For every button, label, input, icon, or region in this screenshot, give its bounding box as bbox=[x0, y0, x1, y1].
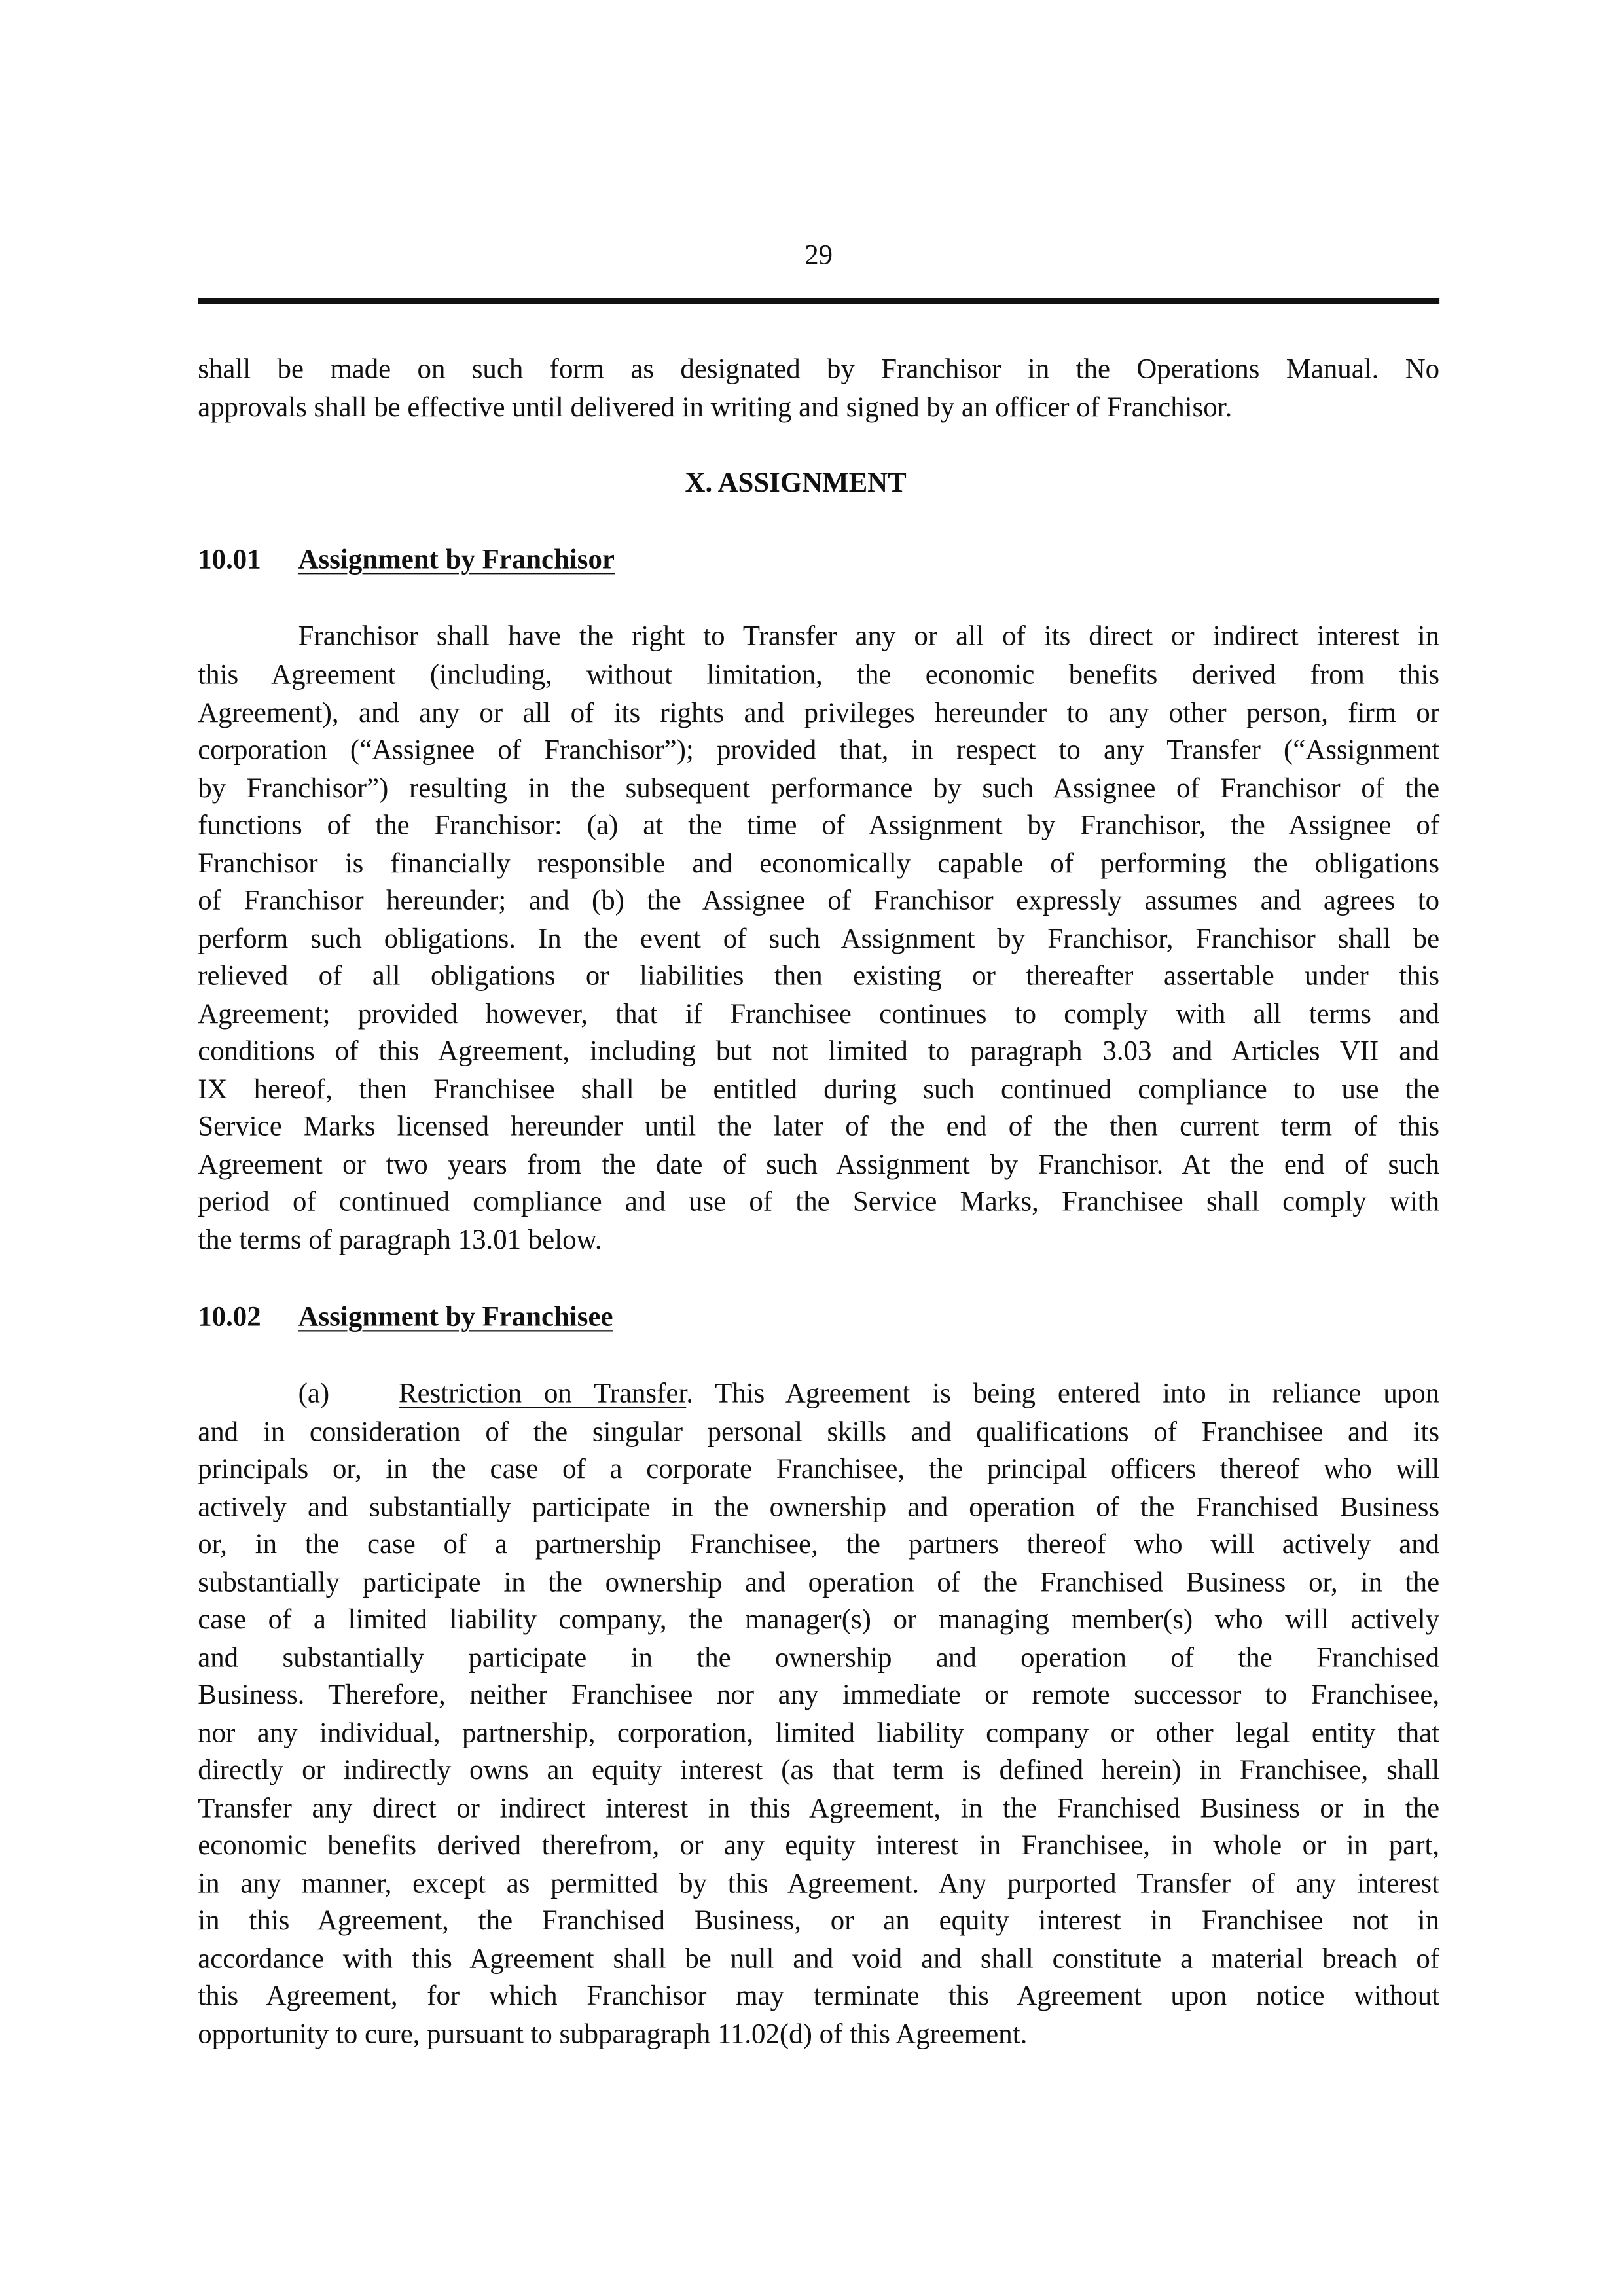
section-10-02-line: and in consideration of the singular personal skills and qualifications of Franchisee and its bbox=[198, 1417, 1440, 1448]
section-10-01-line: period of continued compliance and use of the Service Marks, Franchisee shall comply with bbox=[198, 1187, 1440, 1218]
subparagraph-first-line-text: . This Agreement is being entered into in reliance upon bbox=[686, 1378, 1440, 1410]
subparagraph-label: (a) bbox=[298, 1378, 330, 1410]
section-10-02-line: substantially participate in the ownership and operation of the Franchised Business or, in the bbox=[198, 1568, 1440, 1599]
section-10-02-title: Assignment by Franchisee bbox=[298, 1302, 613, 1333]
section-10-02-line: Transfer any direct or indirect interest in this Agreement, in the Franchised Business or in the bbox=[198, 1793, 1440, 1825]
section-10-02-line: or, in the case of a partnership Franchisee, the partners thereof who will actively and bbox=[198, 1529, 1440, 1561]
section-10-01-line: Agreement), and any or all of its rights and privileges hereunder to any other person, firm or bbox=[198, 698, 1440, 730]
intro-line-1: shall be made on such form as designated by Franchisor in the Operations Manual. No bbox=[198, 354, 1440, 386]
header-rule bbox=[198, 298, 1439, 304]
section-10-02-line: actively and substantially participate in the ownership and operation of the Franchised Business bbox=[198, 1492, 1440, 1524]
section-10-01-line: conditions of this Agreement, including but not limited to paragraph 3.03 and Articles VII and bbox=[198, 1036, 1440, 1067]
subparagraph-title: Restriction on Transfer bbox=[398, 1378, 687, 1410]
section-10-02-line: this Agreement, for which Franchisor may terminate this Agreement upon notice without bbox=[198, 1981, 1440, 2013]
section-10-02-line: in any manner, except as permitted by this Agreement. Any purported Transfer of any interest bbox=[198, 1869, 1440, 1900]
section-10-02-line: and substantially participate in the ownership and operation of the Franchised bbox=[198, 1643, 1440, 1674]
intro-line-2: approvals shall be effective until delivered in writing and signed by an officer of Franchisor. bbox=[198, 392, 1233, 424]
section-10-01-line: the terms of paragraph 13.01 below. bbox=[198, 1225, 602, 1257]
section-10-02-line: directly or indirectly owns an equity interest (as that term is defined herein) in Franchisee, shall bbox=[198, 1755, 1440, 1787]
section-10-02-line: accordance with this Agreement shall be null and void and shall constitute a material breach of bbox=[198, 1944, 1440, 1975]
section-10-01-title: Assignment by Franchisor bbox=[298, 545, 615, 576]
section-10-01-line: Agreement or two years from the date of such Assignment by Franchisor. At the end of such bbox=[198, 1150, 1440, 1181]
section-10-01-line: relieved of all obligations or liabilities then existing or thereafter assertable under this bbox=[198, 961, 1440, 992]
section-10-02-number: 10.02 bbox=[198, 1302, 261, 1333]
section-10-02-line: economic benefits derived therefrom, or any equity interest in Franchisee, in whole or in part, bbox=[198, 1830, 1440, 1862]
page-number: 29 bbox=[804, 240, 833, 272]
section-10-01-line: Franchisor shall have the right to Transfer any or all of its direct or indirect interest in bbox=[298, 621, 1440, 653]
section-10-01-line: Franchisor is financially responsible and economically capable of performing the obligations bbox=[198, 848, 1440, 880]
section-10-02-line: Business. Therefore, neither Franchisee nor any immediate or remote successor to Franchisee, bbox=[198, 1679, 1440, 1712]
subparagraph-first-line bbox=[399, 1376, 1439, 1414]
section-10-01-line: Agreement; provided however, that if Franchisee continues to comply with all terms and bbox=[198, 999, 1440, 1031]
section-10-01-line: this Agreement (including, without limitation, the economic benefits derived from this bbox=[198, 660, 1440, 691]
section-10-01-line: by Franchisor”) resulting in the subsequent performance by such Assignee of Franchisor of the bbox=[198, 773, 1440, 805]
section-10-01-line: corporation (“Assignee of Franchisor”); provided that, in respect to any Transfer (“Assignment bbox=[198, 735, 1440, 766]
section-10-02-line: in this Agreement, the Franchised Business, or an equity interest in Franchisee not in bbox=[198, 1905, 1440, 1937]
section-10-01-line: IX hereof, then Franchisee shall be entitled during such continued compliance to use the bbox=[198, 1075, 1440, 1106]
section-10-01-line: Service Marks licensed hereunder until the later of the end of the then current term of this bbox=[198, 1111, 1440, 1143]
article-heading: X. ASSIGNMENT bbox=[685, 467, 907, 499]
section-10-01-line: of Franchisor hereunder; and (b) the Assignee of Franchisor expressly assumes and agrees to bbox=[198, 886, 1440, 917]
section-10-02-line: nor any individual, partnership, corporation, limited liability company or other legal entity that bbox=[198, 1718, 1440, 1749]
section-10-02-line: opportunity to cure, pursuant to subparagraph 11.02(d) of this Agreement. bbox=[198, 2019, 1028, 2051]
section-10-01-line: perform such obligations. In the event of such Assignment by Franchisor, Franchisor shall be bbox=[198, 924, 1440, 956]
section-10-02-line: case of a limited liability company, the manager(s) or managing member(s) who will actively bbox=[198, 1604, 1440, 1636]
section-10-02-line: principals or, in the case of a corporate Franchisee, the principal officers thereof who will bbox=[198, 1454, 1440, 1486]
section-10-01-number: 10.01 bbox=[198, 545, 261, 576]
section-10-01-line: functions of the Franchisor: (a) at the time of Assignment by Franchisor, the Assignee of bbox=[198, 810, 1440, 842]
